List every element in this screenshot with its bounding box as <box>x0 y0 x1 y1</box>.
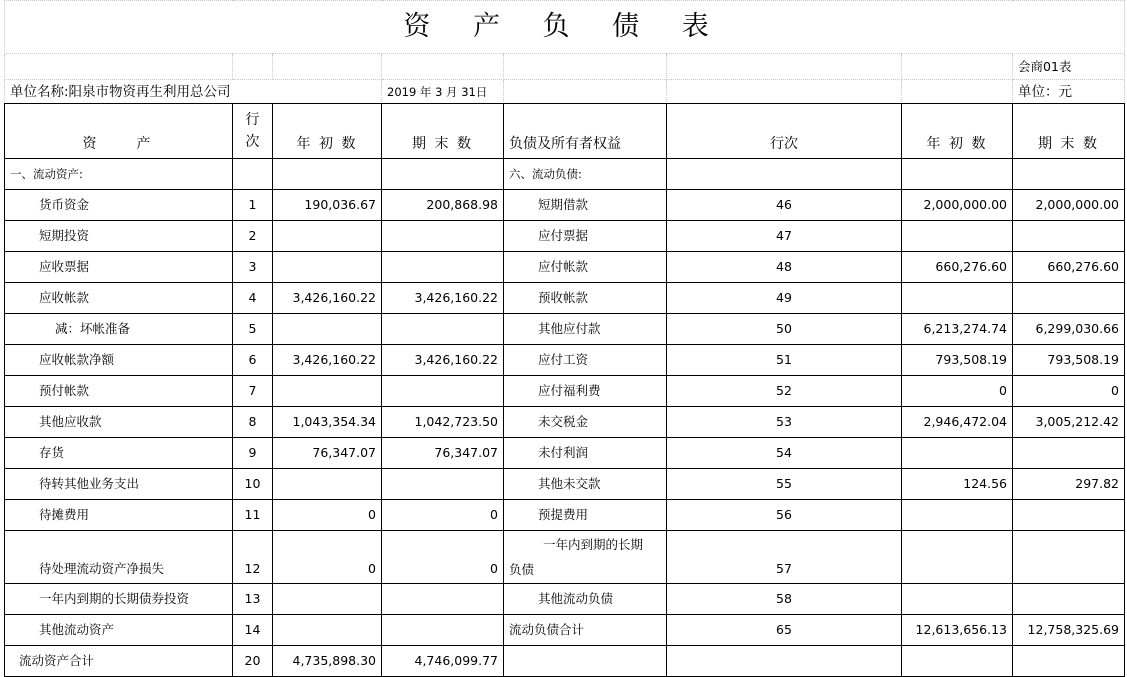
liability-row-no: 53 <box>667 407 902 438</box>
liability-end-amount <box>1013 500 1125 531</box>
asset-begin-amount <box>273 314 382 345</box>
table-row <box>5 469 1125 500</box>
header-row-no-line1: 行 <box>245 112 260 128</box>
liability-row-no: 52 <box>667 376 902 407</box>
asset-name: 减：坏帐准备 <box>5 314 233 345</box>
currency-unit: 单位：元 <box>1013 80 1125 104</box>
asset-row-no: 1 <box>233 190 273 221</box>
asset-name: 待摊费用 <box>5 500 233 531</box>
asset-row-no: 20 <box>233 646 273 677</box>
balance-sheet-grid <box>4 103 1125 677</box>
liability-name: 其他流动负债 <box>504 584 667 615</box>
liability-row-no: 56 <box>667 500 902 531</box>
asset-begin-amount <box>273 221 382 252</box>
asset-row-no: 6 <box>233 345 273 376</box>
report-date: 2019 年 3 月 31日 <box>382 80 504 104</box>
sheet-title: 资 产 负 债 表 <box>5 1 1125 54</box>
section-current-liabilities: 六、流动负债: <box>504 159 667 190</box>
liability-end-amount <box>1013 584 1125 615</box>
asset-row-no: 8 <box>233 407 273 438</box>
liability-name: 其他未交款 <box>504 469 667 500</box>
liability-begin-amount <box>902 221 1013 252</box>
liability-row-no: 54 <box>667 438 902 469</box>
asset-begin-amount: 4,735,898.30 <box>273 646 382 677</box>
liability-begin-amount: 2,000,000.00 <box>902 190 1013 221</box>
asset-name: 待转其他业务支出 <box>5 469 233 500</box>
table-row <box>5 314 1125 345</box>
liability-row-no: 55 <box>667 469 902 500</box>
asset-end-amount <box>382 252 504 283</box>
asset-end-amount: 200,868.98 <box>382 190 504 221</box>
asset-name: 一年内到期的长期债券投资 <box>5 584 233 615</box>
liability-name: 预提费用 <box>504 500 667 531</box>
liability-row-no: 65 <box>667 615 902 646</box>
table-row <box>5 500 1125 531</box>
asset-name: 货币资金 <box>5 190 233 221</box>
asset-row-no: 5 <box>233 314 273 345</box>
liability-begin-amount <box>902 283 1013 314</box>
asset-end-amount <box>382 469 504 500</box>
asset-end-amount: 1,042,723.50 <box>382 407 504 438</box>
liability-name-line1: 一年内到期的长期 <box>543 537 644 552</box>
asset-end-amount: 76,347.07 <box>382 438 504 469</box>
header-liability: 负债及所有者权益 <box>504 104 667 159</box>
liability-begin-amount <box>902 500 1013 531</box>
asset-row-no: 11 <box>233 500 273 531</box>
asset-end-amount <box>382 376 504 407</box>
asset-begin-amount: 3,426,160.22 <box>273 283 382 314</box>
asset-begin-amount: 1,043,354.34 <box>273 407 382 438</box>
asset-begin-amount <box>273 376 382 407</box>
header-row-no <box>233 104 273 159</box>
asset-name: 短期投资 <box>5 221 233 252</box>
asset-row-no: 13 <box>233 584 273 615</box>
asset-begin-amount: 190,036.67 <box>273 190 382 221</box>
asset-end-amount: 3,426,160.22 <box>382 283 504 314</box>
liability-end-amount: 2,000,000.00 <box>1013 190 1125 221</box>
liability-name: 应付帐款 <box>504 252 667 283</box>
liability-end-amount: 0 <box>1013 376 1125 407</box>
asset-row-no: 4 <box>233 283 273 314</box>
asset-begin-amount <box>273 469 382 500</box>
liability-begin-amount: 660,276.60 <box>902 252 1013 283</box>
liability-name-line2: 负债 <box>509 562 535 577</box>
liability-name: 预收帐款 <box>504 283 667 314</box>
asset-begin-amount <box>273 252 382 283</box>
header-begin-amount: 年 初 数 <box>273 104 382 159</box>
asset-row-no: 3 <box>233 252 273 283</box>
unit-name: 单位名称:阳泉市物资再生利用总公司 <box>5 80 382 104</box>
table-row <box>5 190 1125 221</box>
asset-begin-amount: 76,347.07 <box>273 438 382 469</box>
liability-name: 应付福利费 <box>504 376 667 407</box>
liability-begin-amount: 124.56 <box>902 469 1013 500</box>
liability-end-amount: 793,508.19 <box>1013 345 1125 376</box>
asset-end-amount: 0 <box>382 531 504 584</box>
asset-end-amount: 0 <box>382 500 504 531</box>
asset-row-no: 9 <box>233 438 273 469</box>
asset-begin-amount <box>273 584 382 615</box>
liability-end-amount: 12,758,325.69 <box>1013 615 1125 646</box>
header-row-no-line2: 次 <box>245 134 260 150</box>
liability-end-amount: 6,299,030.66 <box>1013 314 1125 345</box>
form-number: 会商01表 <box>1013 54 1125 80</box>
table-row <box>5 221 1125 252</box>
liability-begin-amount <box>902 438 1013 469</box>
asset-name: 其他应收款 <box>5 407 233 438</box>
table-row <box>5 438 1125 469</box>
liability-end-amount: 660,276.60 <box>1013 252 1125 283</box>
liability-end-amount <box>1013 221 1125 252</box>
asset-row-no: 12 <box>233 531 273 584</box>
asset-begin-amount <box>273 615 382 646</box>
liability-begin-amount <box>902 584 1013 615</box>
liability-end-amount <box>1013 283 1125 314</box>
asset-name: 待处理流动资产净损失 <box>5 531 233 584</box>
liability-name: 未交税金 <box>504 407 667 438</box>
asset-begin-amount: 0 <box>273 500 382 531</box>
header-liability-end: 期 末 数 <box>1013 104 1125 159</box>
liability-row-no: 48 <box>667 252 902 283</box>
asset-end-amount: 4,746,099.77 <box>382 646 504 677</box>
liability-begin-amount: 6,213,274.74 <box>902 314 1013 345</box>
asset-row-no: 2 <box>233 221 273 252</box>
liability-name: 未付利润 <box>504 438 667 469</box>
liability-total-name: 流动负债合计 <box>504 615 667 646</box>
asset-begin-amount: 0 <box>273 531 382 584</box>
liability-begin-amount <box>902 531 1013 584</box>
asset-name: 应收帐款 <box>5 283 233 314</box>
header-asset: 资 产 <box>5 104 233 159</box>
header-liability-begin: 年 初 数 <box>902 104 1013 159</box>
liability-row-no: 58 <box>667 584 902 615</box>
liability-begin-amount: 12,613,656.13 <box>902 615 1013 646</box>
balance-sheet-table <box>4 0 1125 104</box>
header-liability-row-no: 行次 <box>667 104 902 159</box>
liability-row-no: 50 <box>667 314 902 345</box>
liability-row-no: 47 <box>667 221 902 252</box>
asset-total-name: 流动资产合计 <box>5 646 233 677</box>
asset-end-amount <box>382 221 504 252</box>
table-row <box>5 252 1125 283</box>
liability-end-amount: 3,005,212.42 <box>1013 407 1125 438</box>
liability-name: 应付票据 <box>504 221 667 252</box>
asset-row-no: 14 <box>233 615 273 646</box>
asset-row-no: 7 <box>233 376 273 407</box>
liability-begin-amount: 2,946,472.04 <box>902 407 1013 438</box>
asset-name: 其他流动资产 <box>5 615 233 646</box>
liability-end-amount <box>1013 438 1125 469</box>
section-current-assets: 一、流动资产: <box>5 159 233 190</box>
table-row <box>5 283 1125 314</box>
asset-name: 应收帐款净额 <box>5 345 233 376</box>
liability-end-amount: 297.82 <box>1013 469 1125 500</box>
liability-row-no: 46 <box>667 190 902 221</box>
asset-end-amount <box>382 584 504 615</box>
table-row <box>5 345 1125 376</box>
liability-row-no: 51 <box>667 345 902 376</box>
liability-row-no: 57 <box>667 531 902 584</box>
asset-name: 应收票据 <box>5 252 233 283</box>
asset-begin-amount: 3,426,160.22 <box>273 345 382 376</box>
table-row <box>5 376 1125 407</box>
asset-end-amount <box>382 314 504 345</box>
liability-name: 短期借款 <box>504 190 667 221</box>
table-row <box>5 407 1125 438</box>
asset-row-no: 10 <box>233 469 273 500</box>
asset-end-amount: 3,426,160.22 <box>382 345 504 376</box>
liability-name: 其他应付款 <box>504 314 667 345</box>
asset-name: 预付帐款 <box>5 376 233 407</box>
liability-end-amount <box>1013 531 1125 584</box>
liability-begin-amount: 0 <box>902 376 1013 407</box>
header-end-amount: 期 末 数 <box>382 104 504 159</box>
asset-end-amount <box>382 615 504 646</box>
liability-name <box>504 531 667 584</box>
liability-name: 应付工资 <box>504 345 667 376</box>
asset-name: 存货 <box>5 438 233 469</box>
liability-row-no: 49 <box>667 283 902 314</box>
liability-begin-amount: 793,508.19 <box>902 345 1013 376</box>
